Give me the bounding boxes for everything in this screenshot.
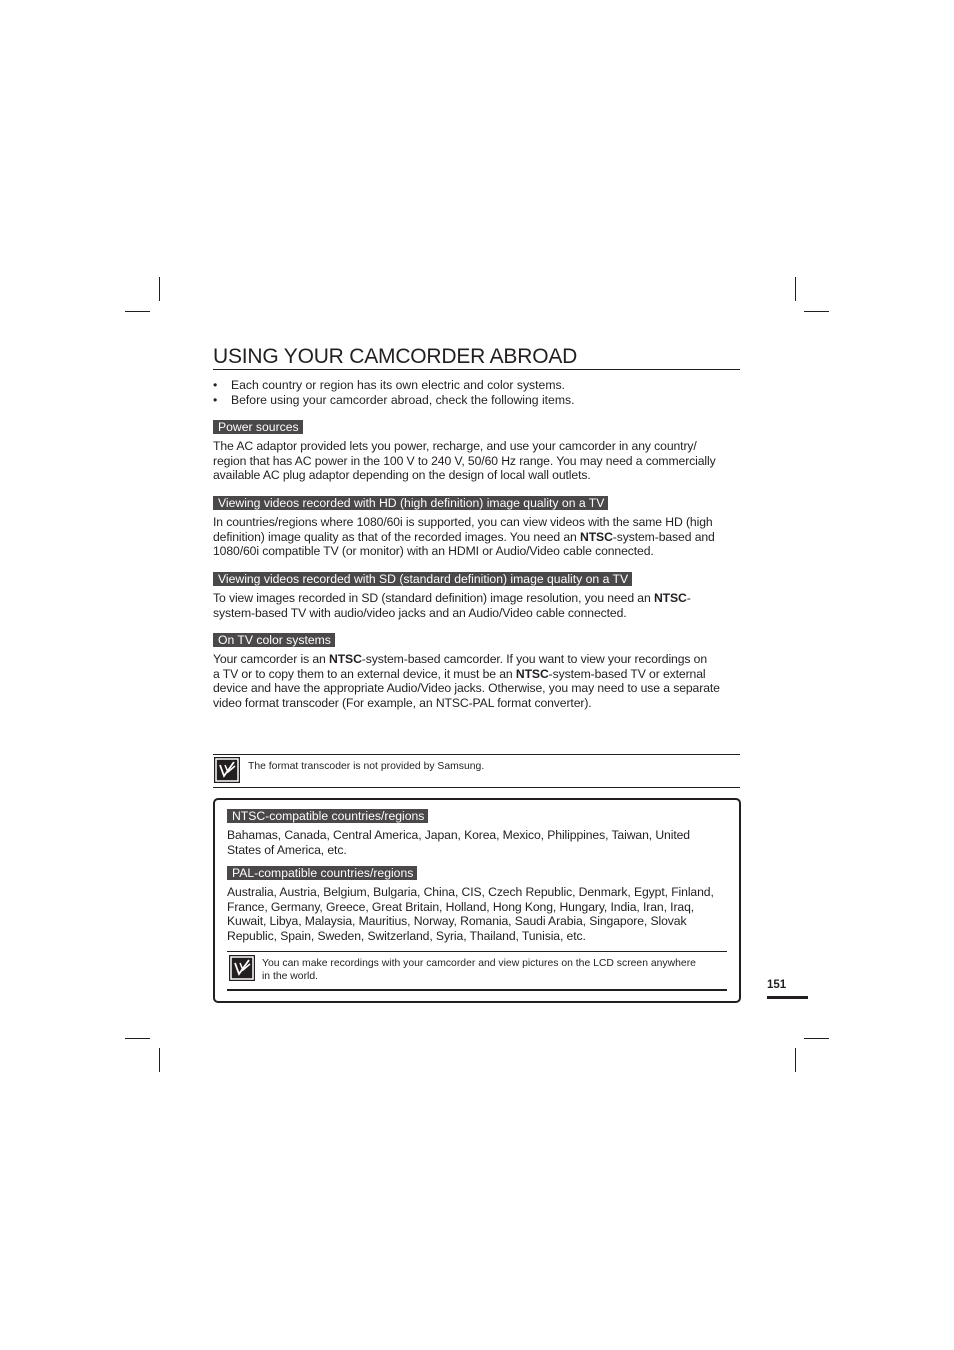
page-number: 151: [767, 979, 787, 991]
crop-mark: [125, 1038, 150, 1039]
note-transcoder: [213, 754, 740, 788]
ntsc-countries-heading: NTSC-compatible countries/regions: [227, 809, 428, 823]
section-heading-power-sources: Power sources: [213, 420, 303, 434]
pal-countries-list: [227, 885, 732, 943]
crop-mark: [795, 1048, 796, 1072]
countries-box: [213, 798, 741, 1003]
text-line: States of America, etc.: [227, 842, 347, 857]
note-text: You can make recordings with your camcorder and view pictures on the LCD screen anywhere in the world.: [262, 958, 696, 982]
ntsc-countries-list: [227, 828, 732, 857]
tv-color-paragraph: [213, 652, 743, 710]
text-line: The AC adaptor provided lets you power, recharge, and use your camcorder in any country/: [213, 439, 697, 453]
text-line: available AC plug adaptor depending on the design of local wall outlets.: [213, 468, 591, 483]
text-line: video format transcoder (For example, an NTSC-PAL format converter).: [213, 695, 592, 710]
text-line: Your camcorder is an NTSC-system-based camcorder. If you want to view your recordings on: [213, 652, 708, 666]
crop-mark: [159, 277, 160, 301]
section-heading-tv-color-systems: On TV color systems: [213, 633, 335, 647]
ntsc-emphasis: NTSC: [515, 666, 549, 681]
text-line: system-based TV with audio/video jacks and an Audio/Video cable connected.: [213, 605, 627, 620]
crop-mark: [795, 277, 796, 301]
text-line: In countries/regions where 1080/60i is supported, you can view videos with the same HD (high: [213, 515, 713, 529]
text-line: 1080/60i compatible TV (or monitor) with an HDMI or Audio/Video cable connected.: [213, 544, 654, 559]
text-line: Kuwait, Libya, Malaysia, Mauritius, Norway, Romania, Saudi Arabia, Singapore, Slovak: [227, 914, 687, 929]
text-line: a TV or to copy them to an external device, it must be an NTSC-system-based TV or external: [213, 666, 706, 681]
intro-bullet-list: [213, 378, 740, 407]
text-line: Bahamas, Canada, Central America, Japan, Korea, Mexico, Philippines, Taiwan, United: [227, 828, 690, 842]
section-heading-sd: Viewing videos recorded with SD (standard definition) image quality on a TV: [213, 572, 632, 586]
hd-paragraph: [213, 515, 743, 559]
power-sources-paragraph: [213, 439, 743, 483]
text-line: Republic, Spain, Sweden, Switzerland, Syria, Thailand, Tunisia, etc.: [227, 928, 586, 943]
text-line: France, Germany, Greece, Great Britain, Holland, Hong Kong, Hungary, India, Iran, Iraq,: [227, 899, 695, 914]
list-item: • Each country or region has its own electric and color systems.: [213, 378, 740, 393]
text-line: Australia, Austria, Belgium, Bulgaria, China, CIS, Czech Republic, Denmark, Egypt, Finland,: [227, 885, 714, 899]
page-title: USING YOUR CAMCORDER ABROAD: [213, 345, 740, 370]
ntsc-emphasis: NTSC: [653, 591, 687, 605]
note-recording-anywhere: [227, 951, 727, 991]
ntsc-emphasis: NTSC: [580, 529, 613, 544]
memo-icon: [214, 757, 240, 783]
text-line: To view images recorded in SD (standard definition) image resolution, you need an NTSC-: [213, 591, 691, 605]
section-heading-hd: Viewing videos recorded with HD (high definition) image quality on a TV: [213, 496, 608, 510]
note-text: The format transcoder is not provided by Samsung.: [248, 761, 485, 772]
list-item: • Before using your camcorder abroad, check the following items.: [213, 393, 740, 408]
crop-mark: [804, 1038, 829, 1039]
crop-mark: [125, 311, 150, 312]
crop-mark: [804, 311, 829, 312]
page-number-rule: [767, 996, 808, 999]
memo-icon: [229, 955, 255, 981]
crop-mark: [159, 1048, 160, 1072]
text-line: device and have the appropriate Audio/Video jacks. Otherwise, you may need to use a separate: [213, 681, 720, 696]
pal-countries-heading: PAL-compatible countries/regions: [227, 866, 417, 880]
ntsc-emphasis: NTSC: [329, 652, 362, 666]
sd-paragraph: [213, 591, 743, 620]
text-line: region that has AC power in the 100 V to 240 V, 50/60 Hz range. You may need a commercially: [213, 453, 716, 468]
text-line: definition) image quality as that of the recorded images. You need an NTSC-system-based and: [213, 529, 715, 544]
